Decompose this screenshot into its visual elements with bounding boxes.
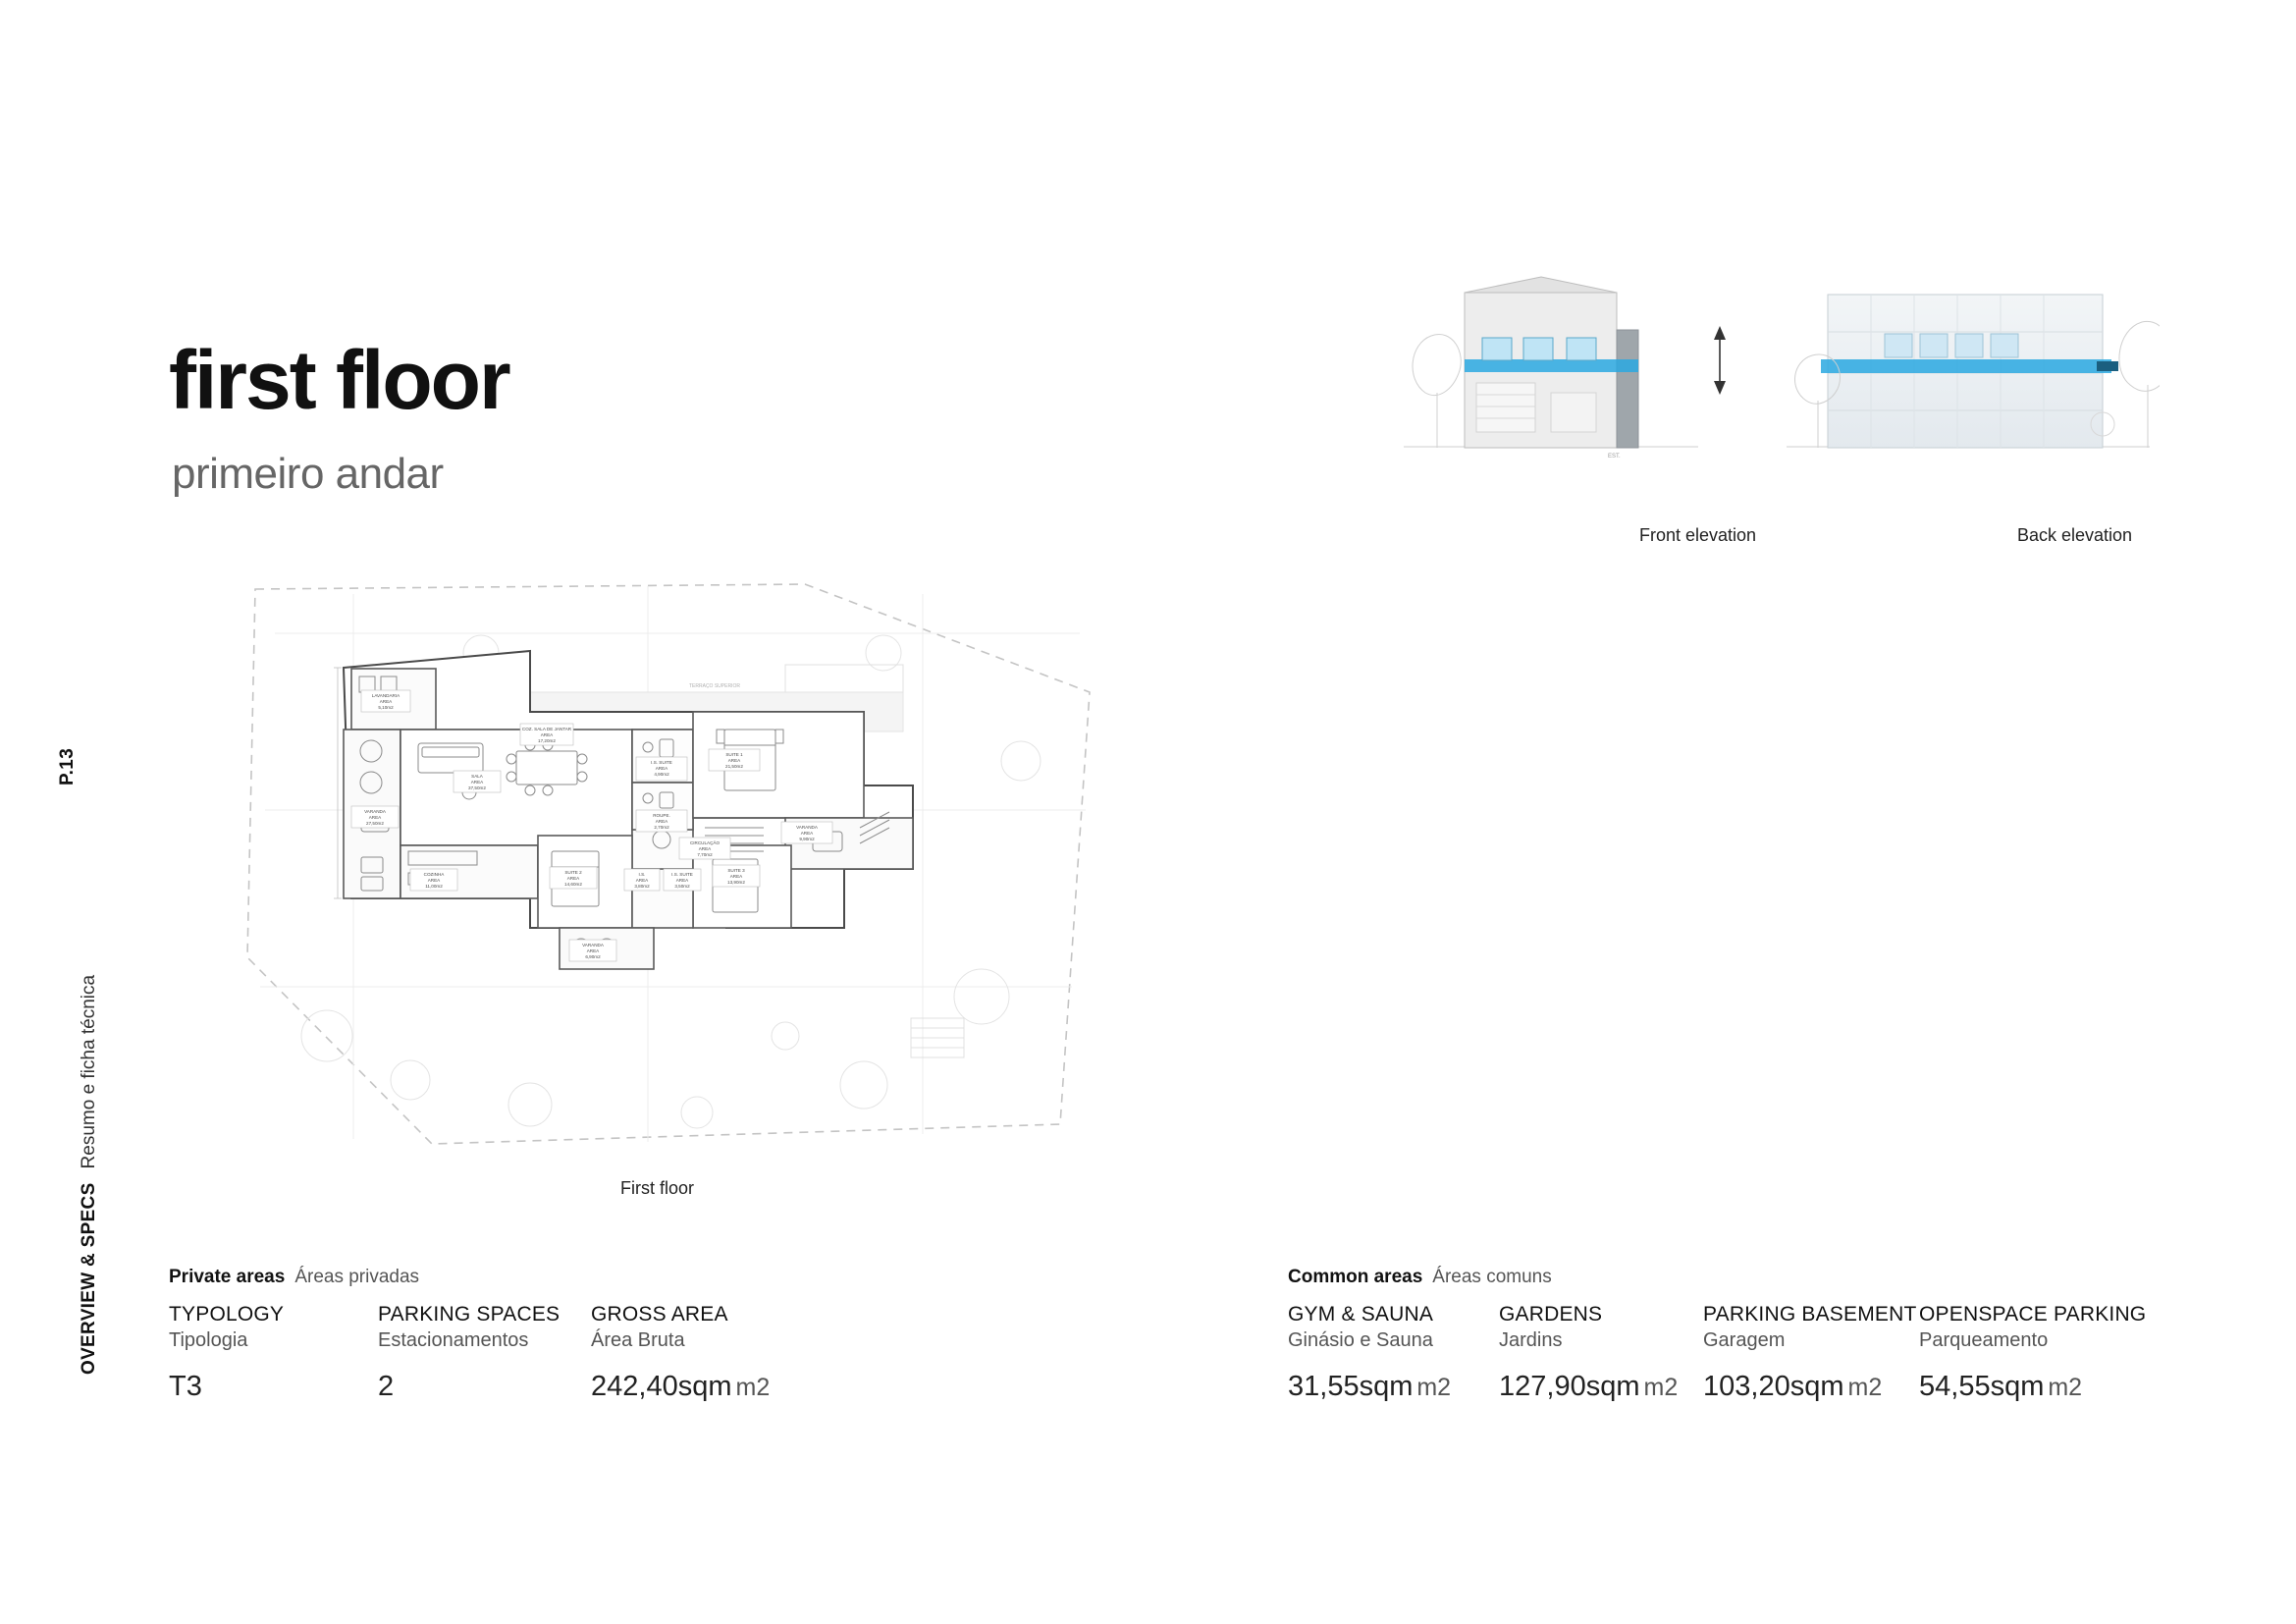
- floor-plan-caption: First floor: [620, 1178, 695, 1198]
- spec-gross-area-label-pt: Área Bruta: [591, 1329, 685, 1352]
- svg-text:VARANDA: VARANDA: [796, 825, 818, 830]
- svg-text:ROUPE.: ROUPE.: [653, 813, 670, 818]
- spec-parking-basement-unit: m2: [1847, 1374, 1883, 1402]
- spec-gross-area-value-wrap: [591, 1373, 770, 1401]
- floor-plan-image: [236, 574, 1129, 1164]
- section-label-pt: Resumo e ficha técnica: [79, 974, 99, 1169]
- spec-parking-basement-value: 103,20sqm: [1703, 1371, 1844, 1403]
- svg-text:5,10m2: 5,10m2: [378, 705, 394, 710]
- common-areas-heading-pt: Áreas comuns: [1432, 1267, 1552, 1287]
- spec-typology-label-en: TYPOLOGY: [169, 1303, 285, 1326]
- section-label-en: OVERVIEW & SPECS: [79, 1182, 99, 1375]
- svg-text:SUITE 3: SUITE 3: [727, 868, 745, 873]
- svg-text:37,50m2: 37,50m2: [468, 785, 486, 790]
- svg-text:VARANDA: VARANDA: [364, 809, 386, 814]
- spec-gym-sauna: [1288, 1303, 1451, 1401]
- back-elevation: [1795, 295, 2160, 448]
- spec-gross-area-value: 242,40sqm: [591, 1371, 732, 1403]
- elevation-images: [1374, 275, 2160, 530]
- spec-openspace-parking-value-wrap: [1919, 1373, 2146, 1401]
- spec-gardens-value: 127,90sqm: [1499, 1371, 1640, 1403]
- svg-text:I.S. SUITE: I.S. SUITE: [651, 760, 672, 765]
- svg-text:3,50m2: 3,50m2: [674, 884, 690, 889]
- private-areas-heading: [169, 1267, 419, 1288]
- svg-text:6,90m2: 6,90m2: [585, 954, 601, 959]
- page-subtitle: primeiro andar: [172, 450, 444, 498]
- front-elevation: [1413, 277, 1638, 460]
- spec-openspace-parking-label-pt: Parqueamento: [1919, 1329, 2049, 1352]
- spec-gardens-value-wrap: [1499, 1373, 1678, 1401]
- spec-gross-area-label-en: GROSS AREA: [591, 1303, 728, 1326]
- spec-parking-basement: [1703, 1303, 1917, 1401]
- spec-gardens: [1499, 1303, 1678, 1401]
- page-title: first floor: [169, 334, 509, 426]
- svg-text:AREA: AREA: [470, 780, 484, 785]
- svg-text:SALA: SALA: [471, 774, 483, 779]
- svg-text:AREA: AREA: [427, 878, 441, 883]
- spec-gardens-unit: m2: [1643, 1374, 1679, 1402]
- spec-gross-area-unit: m2: [735, 1374, 771, 1402]
- svg-text:I.S. SUITE: I.S. SUITE: [671, 872, 693, 877]
- spec-openspace-parking-unit: m2: [2048, 1374, 2083, 1402]
- spec-openspace-parking-value: 54,55sqm: [1919, 1371, 2045, 1403]
- svg-text:9,90m2: 9,90m2: [799, 837, 815, 841]
- spec-openspace-parking: [1919, 1303, 2146, 1401]
- svg-text:AREA: AREA: [729, 874, 743, 879]
- spec-gym-sauna-label-en: GYM & SAUNA: [1288, 1303, 1434, 1326]
- spec-parking-basement-value-wrap: [1703, 1373, 1917, 1401]
- spec-gardens-label-pt: Jardins: [1499, 1329, 1563, 1352]
- svg-text:2,70m2: 2,70m2: [654, 825, 669, 830]
- back-elevation-caption: Back elevation: [2017, 525, 2133, 545]
- spec-typology: [169, 1303, 284, 1401]
- svg-text:AREA: AREA: [655, 819, 668, 824]
- height-arrow-icon: [1714, 326, 1726, 395]
- spec-gross-area: [591, 1303, 770, 1401]
- svg-text:AREA: AREA: [655, 766, 668, 771]
- svg-text:VARANDA: VARANDA: [582, 943, 604, 947]
- svg-text:AREA: AREA: [379, 699, 393, 704]
- common-areas-heading-en: Common areas: [1288, 1267, 1423, 1287]
- spec-parking-spaces-label-pt: Estacionamentos: [378, 1329, 529, 1352]
- svg-text:14,60m2: 14,60m2: [564, 882, 582, 887]
- svg-text:AREA: AREA: [540, 732, 554, 737]
- svg-text:AREA: AREA: [800, 831, 814, 836]
- svg-text:AREA: AREA: [586, 948, 600, 953]
- spec-parking-basement-label-pt: Garagem: [1703, 1329, 1786, 1352]
- spec-gym-sauna-value-wrap: [1288, 1373, 1451, 1401]
- front-elevation-caption: Front elevation: [1639, 525, 1757, 545]
- spec-parking-spaces-value: 2: [378, 1371, 395, 1403]
- spec-parking-basement-label-en: PARKING BASEMENT: [1703, 1303, 1917, 1326]
- spec-typology-label-pt: Tipologia: [169, 1329, 248, 1352]
- svg-text:27,50m2: 27,50m2: [366, 821, 384, 826]
- svg-text:SUITE 2: SUITE 2: [564, 870, 582, 875]
- private-areas-heading-pt: Áreas privadas: [294, 1267, 420, 1287]
- svg-text:AREA: AREA: [727, 758, 741, 763]
- svg-text:11,00m2: 11,00m2: [425, 884, 443, 889]
- page-number: P.13: [57, 747, 78, 785]
- svg-text:7,70m2: 7,70m2: [697, 852, 713, 857]
- svg-text:AREA: AREA: [368, 815, 382, 820]
- spec-parking-spaces: [378, 1303, 560, 1401]
- spec-openspace-parking-label-en: OPENSPACE PARKING: [1919, 1303, 2147, 1326]
- private-areas-heading-en: Private areas: [169, 1267, 286, 1287]
- svg-text:AREA: AREA: [698, 846, 712, 851]
- spec-gym-sauna-label-pt: Ginásio e Sauna: [1288, 1329, 1433, 1352]
- svg-text:AREA: AREA: [635, 878, 649, 883]
- svg-text:3,80m2: 3,80m2: [634, 884, 650, 889]
- svg-text:SUITE 1: SUITE 1: [725, 752, 743, 757]
- svg-text:I.S.: I.S.: [638, 872, 646, 877]
- spec-typology-value: T3: [169, 1371, 202, 1403]
- common-areas-heading: [1288, 1267, 1552, 1288]
- svg-text:EST.: EST.: [1608, 454, 1621, 460]
- svg-text:21,50m2: 21,50m2: [725, 764, 743, 769]
- spec-gym-sauna-unit: m2: [1416, 1374, 1452, 1402]
- svg-text:LAVANDARIA: LAVANDARIA: [371, 693, 400, 698]
- svg-text:AREA: AREA: [675, 878, 689, 883]
- svg-text:COZ. SALA DE JANTAR: COZ. SALA DE JANTAR: [521, 727, 572, 731]
- left-rail: [57, 0, 99, 1624]
- spec-gym-sauna-value: 31,55sqm: [1288, 1371, 1414, 1403]
- svg-text:AREA: AREA: [566, 876, 580, 881]
- floor-plan-svg: [236, 574, 1129, 1164]
- svg-text:13,90m2: 13,90m2: [727, 880, 745, 885]
- section-label: [79, 975, 100, 1375]
- svg-text:COZINHA: COZINHA: [423, 872, 445, 877]
- svg-text:CIRCULAÇÃO: CIRCULAÇÃO: [689, 840, 721, 845]
- spec-gardens-label-en: GARDENS: [1499, 1303, 1603, 1326]
- svg-text:17,20m2: 17,20m2: [538, 738, 556, 743]
- elevations-svg: [1374, 275, 2160, 530]
- svg-text:TERRAÇO SUPERIOR: TERRAÇO SUPERIOR: [689, 683, 740, 689]
- spec-parking-spaces-label-en: PARKING SPACES: [378, 1303, 561, 1326]
- svg-text:4,90m2: 4,90m2: [654, 772, 669, 777]
